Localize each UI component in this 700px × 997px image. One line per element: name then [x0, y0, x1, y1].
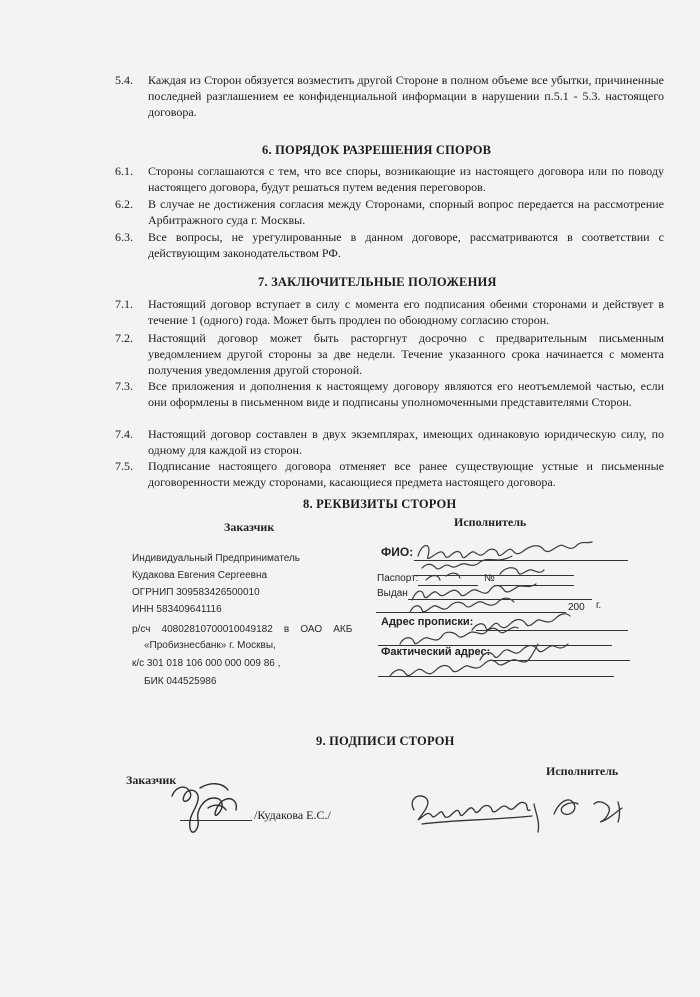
clause-7-2 [116, 330, 664, 378]
contractor-label: Исполнитель [454, 515, 527, 529]
clause-7-4 [116, 426, 664, 458]
clause-text: Стороны соглашаются с тем, что все споры, возникающие из настоящего договора или по поводу настоящего договора, будут решаться путем ведения переговоров. [148, 164, 664, 194]
passport-label: Паспорт: [377, 573, 419, 584]
passport-number-label: № [484, 573, 495, 584]
clause-number: 7.5. [115, 459, 133, 473]
clause-7-1 [116, 296, 664, 328]
clause-text: Каждая из Сторон обязуется возместить другой Стороне в полном объеме все убытки, причиненные последней разглашением ее конфиденциальной информации в нарушении п.5.1 - 5.3. настоящего договора. [148, 73, 664, 119]
fio-label: ФИО: [381, 545, 414, 559]
clause-6-1 [116, 163, 664, 195]
clause-text: Все приложения и дополнения к настоящему договору являются его неотъемлемой частью, если они оформлены в письменном виде и подписаны уполномоченными представителями Сторон. [148, 379, 664, 409]
issued-label: Выдан [377, 588, 408, 599]
issued-year-g: г. [596, 600, 602, 611]
customer-corr-account: к/с 301 018 106 000 000 009 86 , [132, 658, 281, 669]
clause-number: 7.4. [115, 427, 133, 441]
customer-inn: ИНН 583409641116 [132, 604, 222, 615]
registration-address-label: Адрес прописки: [381, 616, 474, 628]
contractor-signature [404, 780, 644, 836]
clause-number: 6.2. [115, 197, 133, 211]
customer-account: р/сч 40802810700010049182 в ОАО АКБ [132, 624, 353, 635]
actual-address-label: Фактический адрес: [381, 646, 491, 658]
section-9-heading: 9. ПОДПИСИ СТОРОН [316, 734, 455, 748]
customer-bik: БИК 044525986 [144, 676, 217, 687]
customer-status: Индивидуальный Предприниматель [132, 553, 300, 564]
clause-text: В случае не достижения согласия между Сторонами, спорный вопрос передается на рассмотрение Арбитражного суда г. Москвы. [148, 197, 664, 227]
clause-number: 7.2. [115, 331, 133, 345]
clause-text: Подписание настоящего договора отменяет все ранее существующие устные и письменные договоренности между сторонами, касающиеся предмета настоящего договора. [148, 459, 664, 489]
section-7-heading: 7. ЗАКЛЮЧИТЕЛЬНЫЕ ПОЛОЖЕНИЯ [258, 275, 497, 289]
customer-ogrnip: ОГРНИП 309583426500010 [132, 587, 260, 598]
section-6-heading: 6. ПОРЯДОК РАЗРЕШЕНИЯ СПОРОВ [262, 143, 492, 157]
clause-6-3 [116, 229, 664, 261]
section-8-heading: 8. РЕКВИЗИТЫ СТОРОН [303, 497, 457, 511]
clause-number: 6.1. [115, 164, 133, 178]
customer-signature [160, 768, 250, 832]
handwritten-requisites [410, 536, 640, 686]
clause-number: 7.1. [115, 297, 133, 311]
signature-customer-label: Заказчик [126, 773, 177, 787]
issued-year-label: 200 [568, 602, 585, 613]
clause-6-2 [116, 196, 664, 228]
clause-number: 7.3. [115, 379, 133, 393]
clause-number: 6.3. [115, 230, 133, 244]
clause-7-3 [116, 378, 664, 410]
customer-name: Кудакова Евгения Сергеевна [132, 570, 268, 581]
clause-text: Все вопросы, не урегулированные в данном договоре, рассматриваются в соответствии с действующим законодательством РФ. [148, 230, 664, 260]
clause-text: Настоящий договор вступает в силу с момента его подписания обеими сторонами и действует в течение 1 (одного) года. Может быть продлен по обоюдному согласию сторон. [148, 297, 664, 327]
clause-text: Настоящий договор может быть расторгнут досрочно с предварительным письменным уведомлением другой стороны за две недели. Течение указанного срока начинается с момента получения уведомления другой стороной. [148, 331, 664, 377]
clause-7-5 [116, 458, 664, 490]
clause-text: Настоящий договор составлен в двух экземплярах, имеющих одинаковую юридическую силу, по одному для каждой из сторон. [148, 427, 664, 457]
customer-label: Заказчик [224, 520, 275, 534]
clause-number: 5.4. [115, 73, 133, 87]
customer-bank: «Пробизнесбанк» г. Москвы, [144, 640, 276, 651]
signature-contractor-label: Исполнитель [546, 764, 619, 778]
clause-5-4 [116, 72, 664, 120]
customer-signatory-name: /Кудакова Е.С./ [254, 808, 331, 822]
